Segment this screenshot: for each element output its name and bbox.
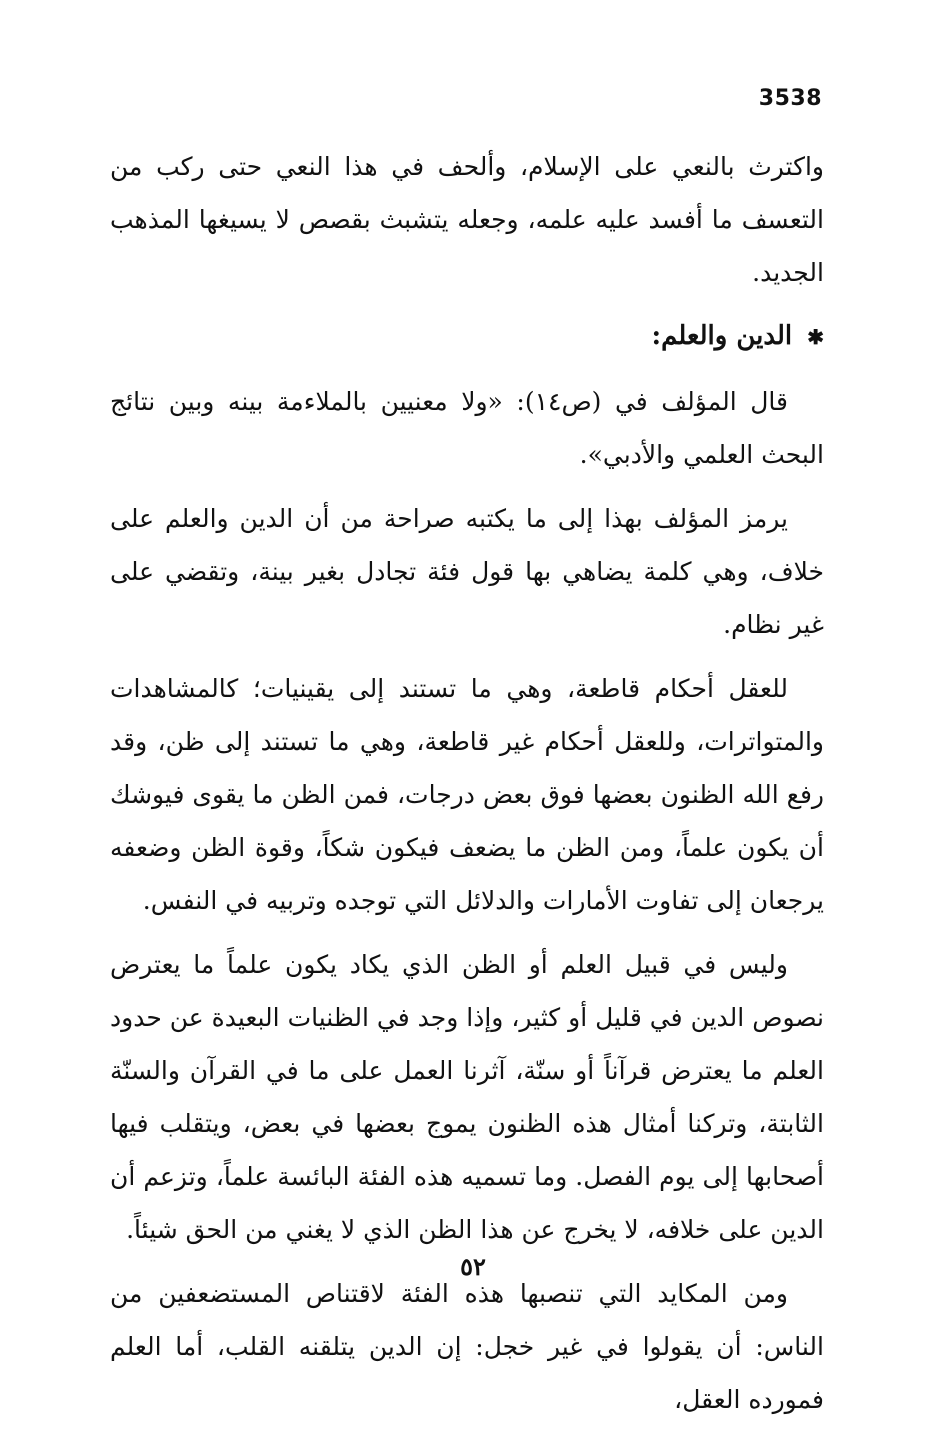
page-number: ٥٢ [460,1252,486,1281]
section-heading-text: الدين والعلم: [651,321,793,351]
star-bullet-icon: ✱ [807,325,824,349]
body-text [110,140,824,1437]
paragraph-reason: للعقل أحكام قاطعة، وهي ما تستند إلى يقينيات؛ كالمشاهدات والمتواترات، وللعقل أحكام غير قاطعة، وهي ما تستند إلى ظن، وقد رفع الله الظنون بعضها فوق بعض درجات، فمن الظن ما يقوى فيوشك أن يكون علماً، ومن الظن ما يضعف فيكون شكاً، وقوة الظن وضعفه يرجعان إلى تفاوت الأمارات والدلائل التي توجده وتربيه في النفس. [110,674,824,915]
page-id-number: 3538 [758,86,822,111]
paragraph-tactics: ومن المكايد التي تنصبها هذه الفئة لاقتناص المستضعفين من الناس: أن يقولوا في غير خجل: إن الدين يتلقنه القلب، أما العلم فمورده العقل، [110,1279,824,1414]
paragraph-knowledge: وليس في قبيل العلم أو الظن الذي يكاد يكون علماً ما يعترض نصوص الدين في قليل أو كثير، وإذا وجد في الظنيات البعيدة عن حدود العلم ما يعترض قرآناً أو سنّة، آثرنا العمل على ما في القرآن والسنّة الثابتة، وتركنا أمثال هذه الظنون يموج بعضها في بعض، ويتقلب فيها أصحابها إلى يوم الفصل. وما تسميه هذه الفئة البائسة علماً، وتزعم أن الدين على خلافه، لا يخرج عن هذا الظن الذي لا يغني من الحق شيئاً. [110,950,824,1244]
paragraph-quote: قال المؤلف في (ص١٤): «ولا معنيين بالملاءمة بينه وبين نتائج البحث العلمي والأدبي». [110,387,824,469]
paragraph-author-claim: يرمز المؤلف بهذا إلى ما يكتبه صراحة من أن الدين والعلم على خلاف، وهي كلمة يضاهي بها قول فئة تجادل بغير بينة، وتقضي على غير نظام. [110,504,824,639]
section-heading [110,310,824,364]
paragraph-intro: واكترث بالنعي على الإسلام، وألحف في هذا النعي حتى ركب من التعسف ما أفسد عليه علمه، وجعله يتشبث بقصص لا يسيغها المذهب الجديد. [110,152,824,287]
